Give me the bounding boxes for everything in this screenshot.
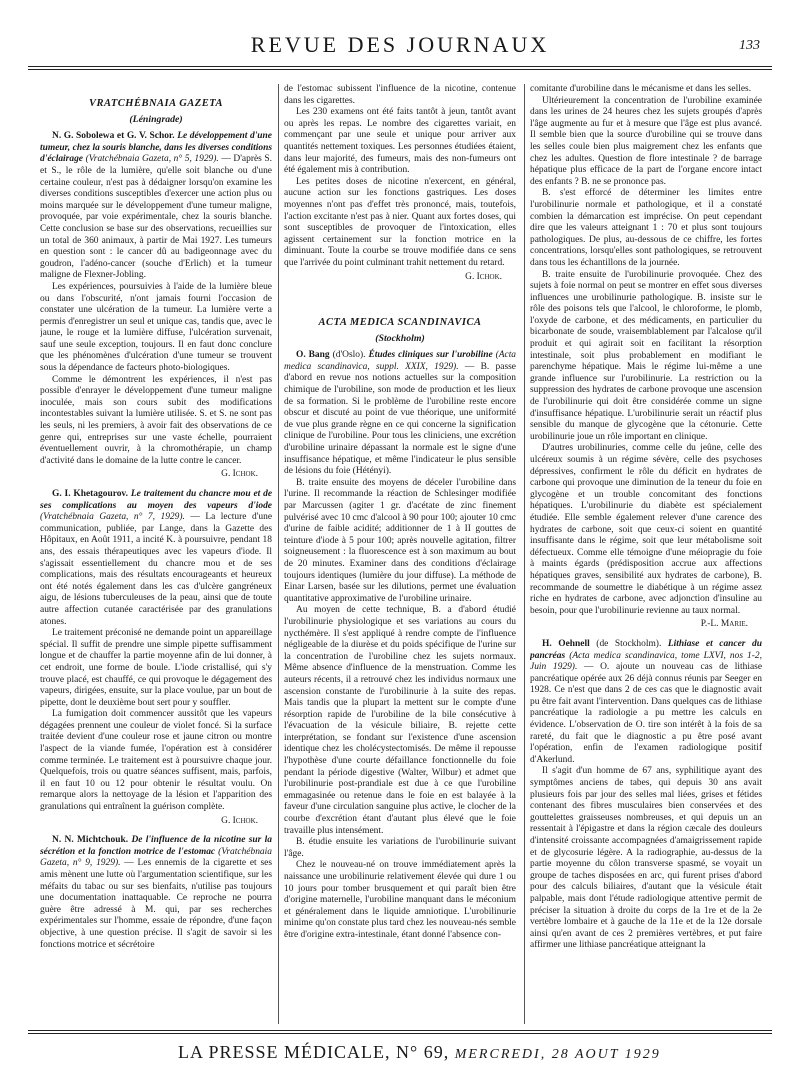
article-paragraph: Les 230 examens ont été faits tantôt à jeun, tantôt avant ou après les repas. Le nombre des cigarettes variait, en commençant par une seule et unique pour arriver aux quantités nettement toxiques. Les personnes étudiées étaient, dans leur majorité, des fumeurs, mais des non-fumeurs ont été également mis à contribution.: [284, 107, 516, 176]
article-paragraph: Il s'agit d'un homme de 67 ans, syphilitique ayant des symptômes anciens de tabes, qui depuis 30 ans avait plusieurs fois par jour des selles mal liées, grises et fétides contenant des fibres musculaires bien conservées et des gouttelettes graisseuses nombreuses, et qui depuis un an ressentait à l'épigastre et dans la région cæcale des douleurs d'intensité croissante accompagnées d'amaigrissement rapide et de glycosurie légère. A la radiographie, au-dessus de la partie moyenne du côlon transverse spasmé, se voyait un groupe de taches disposées en arc, qui furent prises d'abord pour des calculs biliaires, d'autant que la vésicule était palpable, mais dont l'étude radiologique attentive permit de préciser la situation à droite du corps de la 1re et de la 2e vertèbre lombaire et à gauche de la 11e et de la 12e dorsale ainsi qu'en avant de ces 2 premières vertèbres, et put faire affirmer une lithiase pancréatique atteignant la: [530, 766, 762, 951]
section-subtitle: (Léningrade): [129, 113, 183, 125]
article-author: O. Bang: [296, 350, 330, 361]
article-paragraph: La fumigation doit commencer aussitôt que les vapeurs dégagées prennent une couleur de violet foncé. Si la surface traitée devient d'une couleur rose et jaune citron ou montre l'aspect de la viande fumée, l'opération est à considérer comme terminée. Le traitement est à poursuivre chaque jour. Quelquefois, trois ou quatre séances suffisent, mais, parfois, il en faut 10 ou 12 pour obtenir le résultat voulu. On remarque alors la nettoyage de la lésion et l'apparition des granulations qui entraînent la guérison complète.: [40, 709, 272, 813]
article-paragraph: Le traitement préconisé ne demande point un appareillage spécial. Il suffit de prendre une simple pipette suffisamment longue et de chauffer la partie moyenne afin de lui donner, à cet endroit, une forme de boule. L'iode cristallisé, qui s'y trouve placé, est chauffé, ce qui provoque le dégagement des vapeurs, dirigées, ensuite, sur la place voulue, par un bout de pipette, dont le deuxième bout sert pour y souffler.: [40, 628, 272, 708]
article-paragraph: Chez le nouveau-né on trouve immédiatement après la naissance une urobilinurie relativement élevée qui dure 1 ou 10 jours pour tomber brusquement et qui paraît bien être d'origine maternelle, l'urobiline manquant dans le méconium et généralement dans le liquide amniotique. L'urobilinurie minime qu'on constate plus tard chez les nouveau-nés semble être d'origine extra-intestinale, étant donné l'absence con-: [284, 860, 516, 940]
article-paragraph: [40, 835, 272, 951]
header-rule: [28, 66, 772, 70]
article-title: Études cliniques sur l'urobiline: [368, 350, 493, 361]
footer-rule: [28, 1030, 772, 1034]
article-paragraph: B. s'est efforcé de déterminer les limites entre l'urobilinurie normale et pathologique, et il a constaté combien la démarcation est imprécise. On peut cependant dire que les valeurs atteignant 1 : 70 et plus sont toujours pathologiques. De plus, au-dessous de ce chiffre, les fortes concentrations, lorsqu'elles sont pathologiques, se retrouvent dans tous les échantillons de la journée.: [530, 188, 762, 268]
article-paragraph: de l'estomac subissent l'influence de la nicotine, contenue dans les cigarettes.: [284, 84, 516, 106]
article-title: De l'influence de la nicotine sur la sécrétion et la fonction motrice de l'estomac: [40, 835, 272, 857]
article-paragraph: comitante d'urobiline dans le mécanisme et dans les selles.: [530, 84, 752, 94]
article-paragraph: Les expériences, poursuivies à l'aide de la lumière bleue ou dans l'obscurité, n'ont jamais fourni l'occasion de constater une ulcération de la tumeur. La lumière verte a permis d'enregistrer un seul et unique cas, tandis que, avec le jaune, le rouge et la lumière diffuse, l'ulcération survenait, sauf une seule exception, toujours. Il en faut donc conclure que les phénomènes d'ulcération d'une tumeur se trouvent sous la dépendance de facteurs photo-biologiques.: [40, 281, 272, 374]
section-title: VRATCHÉBNAIA GAZETA: [88, 98, 224, 109]
article-text: — La lecture d'une communication, publiée, par Lange, dans la Gazette des Hôpitaux, en Août 1911, a incité K. à poursuivre, pendant 18 ans, des essais thérapeutiques avec les vapeurs d'iode. Il s'agissait essentiellement du chancre mou et de ses complications, mais des résultats encourageants et heureux ont été notés également dans les cas d'ulcère gangréneux aigu, de lésions tuberculeuses de la peau, ainsi que de toute autre affection cutanée caractérisée par des granulations atones.: [40, 512, 272, 627]
spacer: [284, 291, 516, 305]
article-author: N. N. Michtchouk.: [52, 835, 129, 846]
article-author: N. G. Sobolewa et G. V. Schor.: [52, 131, 175, 142]
article-reference: (Vratchébnaia Gazeta, n° 9, 1929).: [40, 846, 272, 869]
article-paragraph: B. traite ensuite des moyens de déceler l'urobiline dans l'urine. Il recommande la réaction de Schlesinger modifiée par Marcussen (agiter 1 gr. d'acétate de zinc finement pulvérisé avec 10 cmc d'alcool à 90 pour 100; ajouter 10 cmc d'urine de faible acidité; additionner de 1 à II gouttes de teinture d'iode à 5 pour 100; après nouvelle agitation, filtrer soigneusement : la fluorescence est à son maximum au bout de 20 minutes. Examiner dans des conditions d'éclairage toujours identiques (lumière du jour diffuse). La méthode de Einar Larsen, basée sur les dilutions, permet une évaluation quantitative approximative de l'urobiline urinaire.: [284, 477, 516, 604]
article-signature: [284, 272, 516, 284]
article-paragraph: Comme le démontrent les expériences, il n'est pas possible d'enrayer le développement d'une tumeur maligne inoculée, mais son cours subit des modifications incontestables suivant la lumière utilisée. S. et S. ne sont pas les seuls, ni les premiers, à avoir fait des observations de ce genre qui, entreprises sur une vaste échelle, pourraient éventuellement ouvrir, à la chromothérapie, un champ d'activité dans le domaine de la lutte contre le cancer.: [40, 374, 272, 466]
section-subtitle: (Stockholm): [375, 332, 425, 344]
article-paragraph: [284, 350, 516, 478]
column-1: [40, 84, 272, 1024]
article-signature: [40, 469, 272, 481]
article-paragraph: [40, 131, 272, 282]
article-paragraph: D'autres urobilinuries, comme celle du jeûne, celle des ulcéreux soumis à un régime sévère, celle des psychoses dépressives, confirment le rôle du déficit en hydrates de carbone qui provoque une diminution de la teneur du foie en glycogène et un trouble concomitant des fonctions hépatiques. L'urobilinurie du diabète est spécialement étudiée. Elle semble également relever d'une carence des hydrates de carbone, soit que ceux-ci soient en quantité insuffisante dans le régime, soit que leur métabolisme soit défectueux. Comme elle témoigne d'une méiopragie du foie à maints égards (prédisposition accrue aux affections hépatiques graves, sensibilité aux hydrates de carbone), B. recommande de soumettre le diabétique à un régime assez riche en hydrates de carbone, avec adjonction d'insuline au besoin, pour que l'urobilinurie revienne au taux normal.: [530, 443, 762, 616]
signature-text: P.-L. Marie.: [700, 619, 748, 630]
article-text: — Les ennemis de la cigarette et ses amis mènent une lutte où l'argumentation scientifique, sur les méfaits du tabac ou sur ses bienfaits, n'utilise pas toujours une documentation inattaquable. Ce reproche ne pourra guère être adressé à M. qui, par ses recherches expérimentales sur l'homme, essaie de répondre, d'une façon objective, à une question précise. Il s'agit de savoir si les fonctions motrice et sécrétoire: [40, 858, 272, 950]
article-location: (de Stockholm).: [596, 638, 662, 649]
column-2: [284, 84, 516, 1024]
footer-date: MERCREDI, 28 AOUT 1929: [454, 1047, 661, 1062]
article-columns: [40, 84, 774, 1024]
article-reference: (Vratchébnaia Gazeta, n° 7, 1929).: [40, 512, 185, 523]
footer-journal: LA PRESSE MÉDICALE, N° 69,: [178, 1042, 450, 1062]
article-paragraph: Les petites doses de nicotine n'exercent, en général, aucune action sur les fonctions gastriques. Les doses moyennes n'ont pas d'effet très prononcé, mais, toutefois, l'action excitante n'est pas à nier. Quant aux fortes doses, qui sont susceptibles de provoquer de l'intoxication, elles agissent certainement sur la fonction motrice en la diminuant. Toute la courbe se trouve modifiée dans ce sens que l'arrivée du point culminant trahit nettement du retard.: [284, 176, 516, 268]
article-reference: (Acta medica scandinavica, suppl. XXIX, 1929).: [284, 350, 516, 372]
article-text: — O. ajoute un nouveau cas de lithiase pancréatique opérée aux 26 déjà connus réunis par Seeger en 1928. Ce n'est que dans 2 de ces cas que le diagnostic avait pu être fait avant l'intervention. Dans quelques cas de lithiase pancréatique la radiologie a pu mettre les calculs en évidence. L'observation de O. tire son intérêt à la fois de sa rareté, du fait que le diagnostic a pu être posé avant l'opération, enfin de l'examen radiologique positif d'Akerlund.: [530, 662, 762, 765]
article-location: (d'Oslo).: [332, 350, 366, 361]
signature-text: G. Ichok.: [221, 469, 258, 480]
footer-line: [178, 1042, 661, 1063]
signature-text: G. Ichok.: [465, 271, 502, 282]
article-paragraph: [40, 489, 272, 628]
signature-text: G. Ichok.: [221, 815, 258, 826]
running-footer: [28, 1042, 772, 1062]
article-paragraph: B. traite ensuite de l'urobilinurie provoquée. Chez des sujets à foie normal on peut se montrer en effet sous diverses influences une urobilinurie pathologique. B. insiste sur le rôle des poisons tels que l'alcool, le chloroforme, le plomb, l'oxyde de carbone, et des médicaments, en particulier du bicarbonate de soude, vraisemblablement par l'alcalose qu'il produit et qui agirait soit en facilitant la résorption intestinale, soit plus probablement en modifiant le parenchyme hépatique. Mais le régime lui-même a une grande influence sur l'urobilinurie. La restriction ou la suppression des hydrates de carbone provoque une ascension de l'urobilinurie qui doit être considérée comme un signe d'insuffisance hépatique. L'urobilinurie serait un réactif plus sensible du manque de glycogène que la cétonurie. Cette urobilinurie joue un rôle important en clinique.: [530, 269, 762, 442]
article-author: H. Oehnell: [542, 638, 590, 649]
page-number: 133: [739, 38, 760, 53]
article-paragraph: B. étudie ensuite les variations de l'urobilinurie suivant l'âge.: [284, 837, 516, 859]
column-3: [530, 84, 762, 1024]
article-paragraph: [530, 639, 762, 767]
article-title: Le traitement du chancre mou et de ses complications au moyen des vapeurs d'iode: [40, 489, 272, 511]
article-reference: (Acta medica scandinavica, tome LXVI, nos 1-2, Juin 1929).: [530, 650, 762, 673]
running-header: [28, 32, 772, 58]
journal-section-title: REVUE DES JOURNAUX: [250, 32, 550, 57]
article-title: Le développement d'une tumeur, chez la souris blanche, dans les diverses conditions d'éclairage: [40, 131, 272, 165]
article-text: — B. passe d'abord en revue nos notions actuelles sur la composition chimique de l'urobiline, son mode de production et les lieux de sa formation. Si le problème de l'urobiline reste encore obscur et discuté au point de vue théorique, une uniformité de vue plus grande règne en ce qui concerne la signification clinique de l'urobiline. Pour tous les cliniciens, une excrétion d'urobiline urinaire dépassant la normale est le signe d'une insuffisance hépatique, et même l'indicateur le plus sensible de lésions du foie (Hétényi).: [284, 361, 516, 477]
article-signature: [40, 816, 272, 828]
article-reference: (Vratchébnaia Gazeta, n° 5, 1929).: [85, 154, 219, 165]
article-signature: [530, 619, 762, 631]
article-paragraph: Au moyen de cette technique, B. a d'abord étudié l'urobilinurie physiologique et ses variations au cours du nycthémère. Il s'est appliqué à rendre compte de l'influence négligeable de la diurèse et du poids spécifique de l'urine sur la concentration de l'urobiline chez les sujets normaux. Même absence d'influence de la menstruation. Comme les auteurs récents, il a retrouvé chez les individus normaux une ascension constante de l'urobilinurie à la suite des repas. Mais tandis que la plupart la mettent sur le compte d'une résorption rapide de l'urobiline de la bile consécutive à l'évacuation de la vésicule biliaire, B. rejette cette interprétation, se fondant sur l'existence d'une ascension identique chez les cholécystectomisés. De même il repousse l'hypothèse d'une courte défaillance fonctionnelle du foie pendant la période digestive (Walter, Wilbur) et admet que l'urobilinurie post-prandiale est due à ce que l'urobiline emmagasinée ou retenue dans le foie en est balayée à la faveur d'une circulation sanguine plus active, le clocher de la courbe d'excrétion étant d'autant plus élevé que le foie travaille plus intensément.: [284, 605, 516, 836]
section-title: ACTA MEDICA SCANDINAVICA: [318, 317, 482, 329]
article-author: G. I. Khetagourov.: [52, 489, 128, 499]
article-paragraph: Ultérieurement la concentration de l'urobiline examinée dans les urines de 24 heures chez les sujets groupés d'après l'âge augmente au fur et à mesure que l'âge est plus avancé. Il semble bien que la source d'urobiline qui se trouve dans les selles coule bien plus maigrement chez les enfants que chez les adultes. Question de flore intestinale ? de barrage hépatique plus efficace de la part de l'organe encore intact des enfants ? B. ne se prononce pas.: [530, 95, 762, 187]
article-text: — D'après S. et S., le rôle de la lumière, qu'elle soit blanche ou d'une certaine couleur, n'est pas à dédaigner lorsqu'on examine les diverses conditions susceptibles d'exercer une action plus ou moins marquée sur le développement d'une tumeur maligne, provoquée, par voie expérimentale, chez la souris blanche. Cette conclusion se base sur des observations, recueillies sur un total de 360 animaux, à partir de Mai 1927. Les tumeurs en question sont : le cancer dû au badigeonnage avec du goudron, l'adéno-cancer (souche d'Erlich) et la tumeur maligne de Flexner-Jobling.: [40, 154, 272, 281]
article-title: Lithiase et cancer du pancréas: [530, 638, 762, 661]
